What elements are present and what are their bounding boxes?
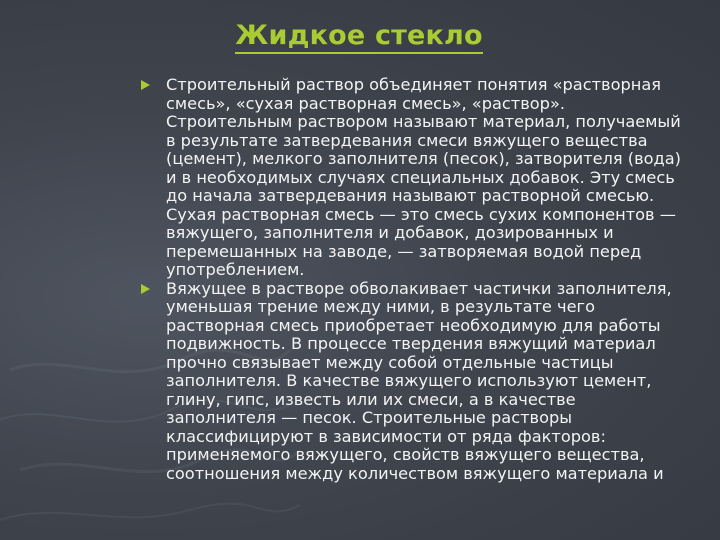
- bullet-item: [140, 76, 685, 280]
- triangle-arrow-icon: [141, 284, 150, 294]
- slide-title: [0, 20, 720, 54]
- bullet-item: [140, 280, 685, 484]
- triangle-arrow-icon: [141, 80, 150, 90]
- slide-title-text: Жидкое стекло: [235, 20, 483, 54]
- bullet-text: Вяжущее в растворе обволакивает частички заполнителя, уменьшая трение между ними, в результате чего растворная смесь приобретает необходимую для работы подвижность. В процессе твердения вяжущий материал прочно связывает между собой отдельные частицы заполнителя. В качестве вяжущего используют цемент, глину, гипс, известь или их смеси, а в качестве заполнителя — песок. Строительные растворы классифицируют в зависимости от ряда факторов: применяемого вяжущего, свойств вяжущего вещества, соотношения между количеством вяжущего материала и: [166, 278, 672, 483]
- bullet-list: [140, 76, 685, 483]
- bullet-text: Строительный раствор объединяет понятия «растворная смесь», «сухая растворная смесь», «раствор». Строительным раствором называют материал, получаемый в результате затвердевания смеси вяжущего вещества (цемент), мелкого заполнителя (песок), затворителя (вода) и в необходимых случаях специальных добавок. Эту смесь до начала затвердевания называют растворной смесью. Сухая растворная смесь — это смесь сухих компонентов — вяжущего, заполнителя и добавок, дозированных и перемешанных на заводе, — затворяемая водой перед употреблением.: [166, 75, 681, 279]
